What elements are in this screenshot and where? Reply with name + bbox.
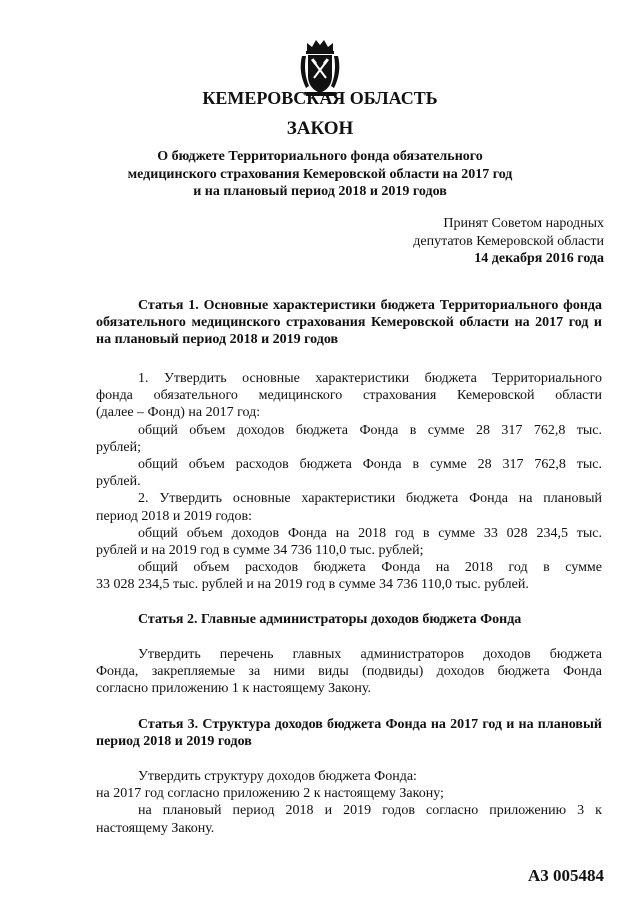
article-1-body bbox=[96, 370, 602, 594]
law-title-line: медицинского страхования Кемеровской области на 2017 год bbox=[127, 166, 513, 182]
paragraph-line: общий объем доходов бюджета Фонда в сумме 28 317 762,8 тыс. bbox=[138, 422, 602, 438]
adoption-block bbox=[413, 215, 604, 268]
paragraph-line: настоящему Закону. bbox=[96, 820, 215, 836]
paragraph-line: Утвердить перечень главных администраторов доходов бюджета bbox=[138, 647, 602, 662]
article-1-heading: Статья 1. Основные характеристики бюджета Территориального фонда обязательного медицинского страхования Кемеровской области на 2017 год и на плановый период 2018 и 2019 годов bbox=[96, 298, 602, 348]
paragraph-line: 2. Утвердить основные характеристики бюджета Фонда на плановый bbox=[138, 491, 602, 507]
adoption-line: Принят Советом народных bbox=[443, 216, 604, 231]
region-name: КЕМЕРОВСКАЯ ОБЛАСТЬ bbox=[202, 88, 438, 108]
paragraph-line: на плановый период 2018 и 2019 годов согласно приложению 3 к bbox=[138, 803, 602, 819]
paragraph-line: Утвердить структуру доходов бюджета Фонда: bbox=[138, 769, 417, 784]
paragraph-line: рублей. bbox=[96, 474, 141, 490]
document-type: ЗАКОН bbox=[286, 118, 354, 139]
paragraph-line: 33 028 234,5 тыс. рублей и на 2019 год в сумме 34 736 110,0 тыс. рублей. bbox=[96, 577, 529, 593]
paragraph-line: общий объем расходов бюджета Фонда в сумме 28 317 762,8 тыс. bbox=[138, 457, 602, 473]
law-title-line: и на плановый период 2018 и 2019 годов bbox=[193, 184, 447, 199]
law-title bbox=[100, 148, 540, 201]
document-serial-number: А3 005484 bbox=[527, 866, 604, 885]
paragraph-line: общий объем расходов бюджета Фонда на 2018 год в сумме bbox=[138, 560, 602, 576]
law-title-line: О бюджете Территориального фонда обязательного bbox=[157, 149, 483, 164]
paragraph-line: 1. Утвердить основные характеристики бюджета Территориального bbox=[138, 371, 602, 386]
paragraph-line: общий объем доходов Фонда на 2018 год в сумме 33 028 234,5 тыс. bbox=[138, 525, 602, 541]
paragraph-line: на 2017 год согласно приложению 2 к настоящему Закону; bbox=[96, 786, 444, 802]
paragraph-line: рублей и на 2019 год в сумме 34 736 110,0 тыс. рублей; bbox=[96, 543, 424, 559]
paragraph-line: Фонда, закрепляемые за ними виды (подвиды) доходов бюджета Фонда bbox=[96, 664, 602, 680]
adoption-date: 14 декабря 2016 года bbox=[474, 251, 604, 266]
paragraph-line: период 2018 и 2019 годов: bbox=[96, 508, 253, 524]
article-3-heading: Статья 3. Структура доходов бюджета Фонда на 2017 год и на плановый период 2018 и 2019 годов bbox=[96, 717, 602, 750]
paragraph-line: (далее – Фонд) на 2017 год: bbox=[96, 405, 261, 421]
paragraph-line: согласно приложению 1 к настоящему Закону. bbox=[96, 681, 372, 697]
paragraph-line: рублей; bbox=[96, 439, 141, 455]
article-2-heading: Статья 2. Главные администраторы доходов бюджета Фонда bbox=[138, 612, 522, 627]
article-2-body bbox=[96, 646, 602, 698]
article-3-body bbox=[96, 768, 602, 837]
adoption-line: депутатов Кемеровской области bbox=[413, 233, 604, 249]
paragraph-line: фонда обязательного медицинского страхования Кемеровской области bbox=[96, 388, 602, 404]
